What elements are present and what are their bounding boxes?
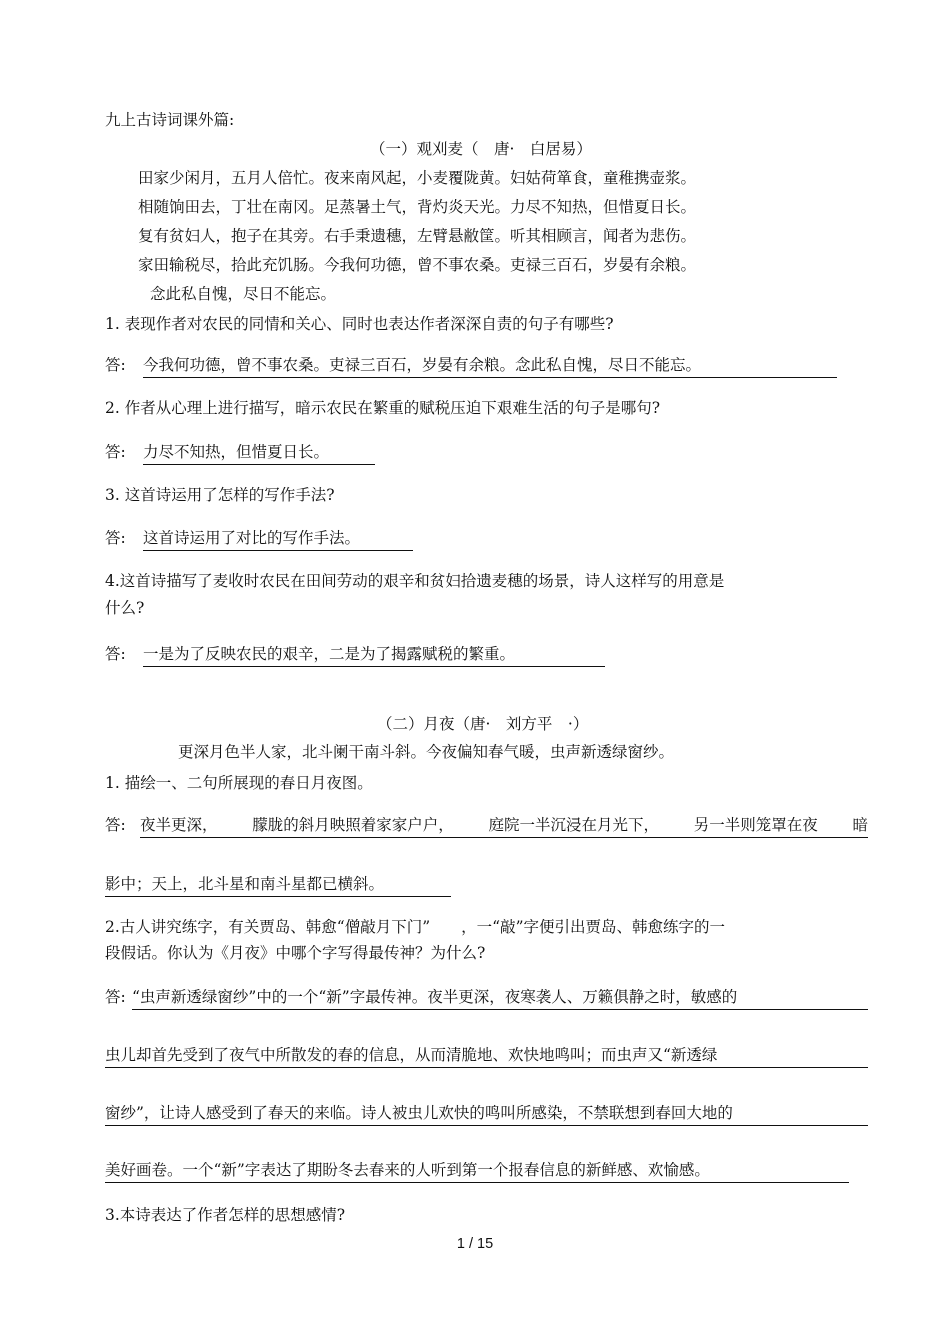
- poem1-line: 田家少闲月，五月人倍忙。夜来南风起，小麦覆陇黄。妇姑荷箪食，童稚携壶浆。: [138, 169, 697, 187]
- p2q2-answer: “虫声新透绿窗纱”中的一个“新”字最传神。夜半更深，夜寒袭人、万籁俱静之时，敏感的: [132, 987, 868, 1010]
- q4-question: 4.这首诗描写了麦收时农民在田间劳动的艰辛和贫妇拾遗麦穗的场景，诗人这样写的用意是: [105, 572, 725, 590]
- q3-question: 3. 这首诗运用了怎样的写作手法?: [105, 486, 335, 504]
- answer-segment: 另一半则笼罩在夜: [693, 816, 818, 834]
- q1-question: 1. 表现作者对农民的同情和关心、同时也表达作者深深自责的句子有哪些?: [105, 315, 614, 333]
- p2q2-answer: 窗纱”，让诗人感受到了春天的来临。诗人被虫儿欢快的鸣叫所感染，不禁联想到春回大地的: [105, 1103, 868, 1126]
- p2q1-question: 1. 描绘一、二句所展现的春日月夜图。: [105, 774, 373, 792]
- p2q2-answer: 美好画卷。一个“新”字表达了期盼冬去春来的人听到第一个报春信息的新鲜感、欢愉感。: [105, 1160, 849, 1183]
- p2q3-question: 3.本诗表达了作者怎样的思想感情?: [105, 1206, 346, 1224]
- poem1-line: 家田输税尽，拾此充饥肠。今我何功德，曾不事农桑。吏禄三百石，岁晏有余粮。: [138, 256, 697, 274]
- answer-label: 答:: [105, 645, 126, 663]
- p2q2-question: 2.古人讲究练字，有关贾岛、韩愈“僧敲月下门” ，一“敲”字便引出贾岛、韩愈练字的一: [105, 918, 725, 936]
- poem1-title: （一）观刈麦（ 唐· 白居易）: [370, 140, 592, 158]
- answer-segment: 朦胧的斜月映照着家家户户，: [252, 816, 454, 834]
- p2q1-answer: [140, 815, 868, 838]
- answer-segment: 庭院一半沉浸在月光下，: [488, 816, 659, 834]
- q4-answer: 一是为了反映农民的艰辛，二是为了揭露赋税的繁重。: [143, 644, 605, 667]
- p2q2-answer: 虫儿却首先受到了夜气中所散发的春的信息，从而清脆地、欢快地鸣叫；而虫声又“新透绿: [105, 1045, 868, 1068]
- answer-label: 答:: [105, 443, 126, 461]
- poem1-line: 相随饷田去，丁壮在南冈。足蒸暑土气，背灼炎天光。力尽不知热，但惜夏日长。: [138, 198, 697, 216]
- answer-label: 答:: [105, 816, 126, 834]
- answer-segment: 夜半更深，: [140, 816, 218, 834]
- poem1-line: 念此私自愧，尽日不能忘。: [150, 285, 337, 303]
- answer-label: 答:: [105, 988, 126, 1006]
- page-number: 1 / 15: [456, 1236, 494, 1252]
- answer-label: 答:: [105, 529, 126, 547]
- q4-question: 什么?: [105, 599, 145, 617]
- poem2-line: 更深月色半人家，北斗阑干南斗斜。今夜偏知春气暖，虫声新透绿窗纱。: [178, 743, 675, 761]
- p2q2-question: 段假话。你认为《月夜》中哪个字写得最传神？为什么?: [105, 944, 486, 962]
- p2q1-answer-continued: 影中；天上，北斗星和南斗星都已横斜。: [105, 874, 451, 897]
- q3-answer: 这首诗运用了对比的写作手法。: [143, 528, 413, 551]
- answer-label: 答:: [105, 356, 126, 374]
- q2-question: 2. 作者从心理上进行描写，暗示农民在繁重的赋税压迫下艰难生活的句子是哪句?: [105, 399, 661, 417]
- q1-answer: 今我何功德，曾不事农桑。吏禄三百石，岁晏有余粮。念此私自愧，尽日不能忘。: [143, 355, 837, 378]
- page-heading: 九上古诗词课外篇:: [105, 111, 235, 129]
- poem2-title: （二）月夜（唐· 刘方平 ·）: [377, 715, 589, 733]
- poem1-line: 复有贫妇人，抱子在其旁。右手秉遗穗，左臂悬敝筐。听其相顾言，闻者为悲伤。: [138, 227, 697, 245]
- answer-segment: 暗: [852, 816, 868, 834]
- q2-answer: 力尽不知热，但惜夏日长。: [143, 442, 375, 465]
